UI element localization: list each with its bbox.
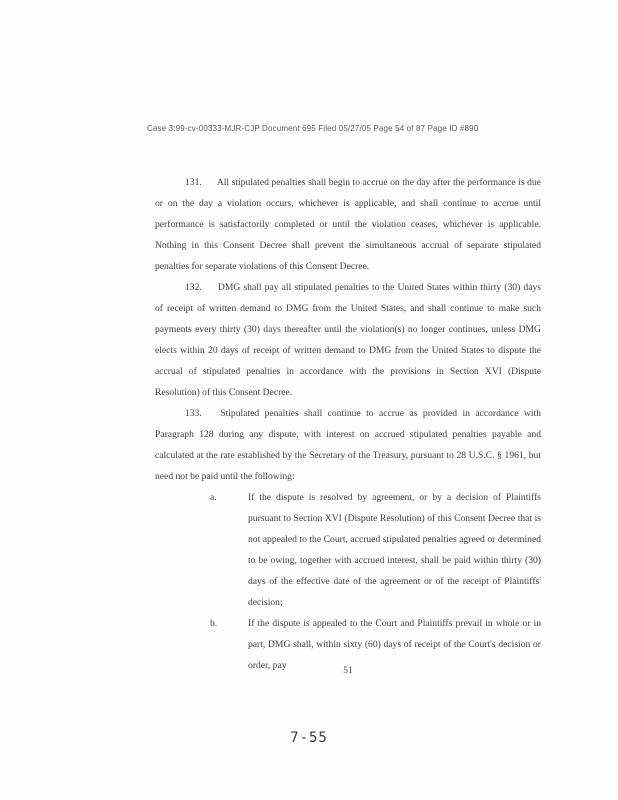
subparagraph-a <box>210 487 541 613</box>
subparagraph-marker: a. <box>210 492 217 503</box>
paragraph-text: Stipulated penalties shall continue to accrue as provided in accordance with Paragraph 128 during any dispute, with interest on accrued stipulated penalties payable and calculated at the rate established by the Secretary of the Treasury, pursuant to 28 U.S.C. § 1961, but need not be paid until the following: <box>155 408 541 482</box>
paragraph-131 <box>155 172 541 277</box>
paragraph-text: All stipulated penalties shall begin to accrue on the day after the performance is due or on the day a violation occurs, whichever is applicable, and shall continue to accrue until performance is satisfactorily completed or until the violation ceases, whichever is applicable. Nothing in this Consent Decree shall prevent the simultaneous accrual of separate stipulated penalties for separate violations of this Consent Decree. <box>155 177 542 272</box>
subparagraph-text: If the dispute is resolved by agreement, or by a decision of Plaintiffs pursuant to Section XVI (Dispute Resolution) of this Consent Decree that is not appealed to the Court, accrued stipulated penalties agreed or determined to be owing, together with accrued interest, shall be paid within thirty (30) days of the effective date of the agreement or of the receipt of Plaintiffs' decision; <box>248 492 541 608</box>
paragraph-text: DMG shall pay all stipulated penalties to the United States within thirty (30) days of receipt of written demand to DMG from the United States, and shall continue to make such payments every thirty (30) days thereafter until the violation(s) no longer continues, unless DMG elects within 20 days of receipt of written demand to DMG from the United States to dispute the accrual of stipulated penalties in accordance with the provisions in Section XVI (Dispute Resolution) of this Consent Decree. <box>155 282 541 398</box>
paragraph-132 <box>155 277 541 403</box>
page-number: 51 <box>343 666 353 676</box>
case-caption-header: Case 3:99-cv-00333-MJR-CJP Document 695 Filed 05/27/05 Page 54 of 87 Page ID #890 <box>147 124 479 133</box>
paragraph-number: 133. <box>185 408 202 419</box>
subparagraph-marker: b. <box>210 618 218 629</box>
paragraph-number: 132. <box>185 282 202 293</box>
document-body <box>155 172 541 676</box>
paragraph-number: 131. <box>185 177 202 188</box>
exhibit-page-label: 7-55 <box>290 730 328 746</box>
subparagraph-text: If the dispute is appealed to the Court and Plaintiffs prevail in whole or in part, DMG shall, within sixty (60) days of receipt of the Court's decision or order, pay <box>248 618 541 671</box>
paragraph-133 <box>155 403 541 487</box>
